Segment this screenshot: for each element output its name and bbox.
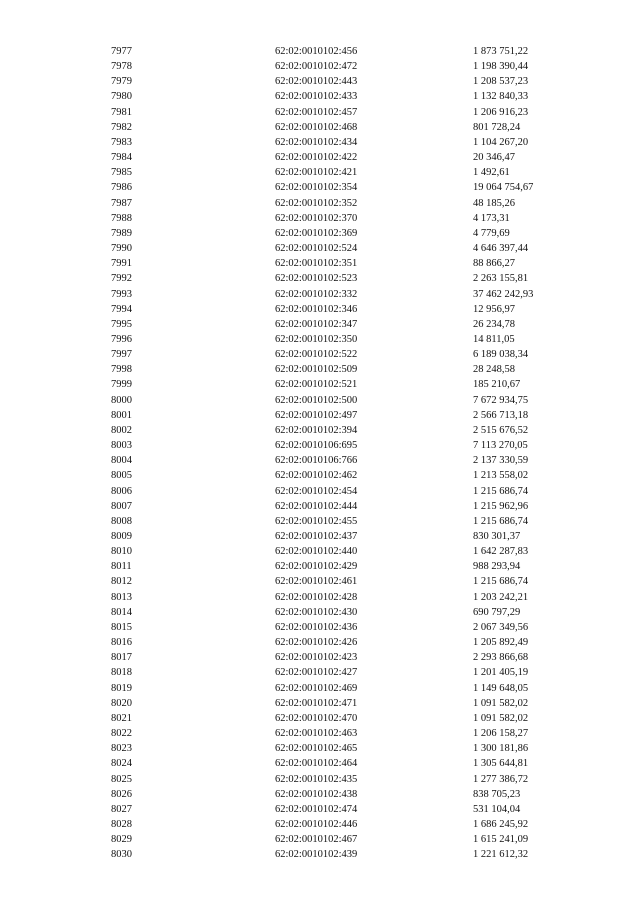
table-row — [0, 544, 640, 559]
table-row — [0, 302, 640, 317]
table-row — [0, 787, 640, 802]
table-row — [0, 499, 640, 514]
cadastral-value-cell: 2 263 155,81 — [473, 273, 529, 285]
table-row — [0, 559, 640, 574]
table-row — [0, 120, 640, 135]
row-number-cell: 8009 — [111, 531, 132, 542]
table-row — [0, 150, 640, 165]
cadastral-number-cell: 62:02:0010102:347 — [275, 318, 358, 330]
table-row — [0, 211, 640, 226]
cadastral-value-cell: 1 206 916,23 — [473, 106, 529, 118]
row-number-cell: 8003 — [111, 440, 132, 452]
table-row — [0, 317, 640, 332]
cadastral-value-cell: 1 686 245,92 — [473, 818, 529, 830]
table-row — [0, 287, 640, 302]
cadastral-number-cell: 62:02:0010102:497 — [275, 409, 358, 421]
cadastral-value-cell: 7 672 934,75 — [473, 394, 529, 406]
cadastral-number-cell: 62:02:0010102:457 — [275, 106, 358, 118]
row-number-cell: 7995 — [111, 318, 132, 330]
cadastral-number-cell: 62:02:0010102:468 — [275, 121, 358, 133]
row-number-cell: 7977 — [111, 46, 132, 57]
cadastral-value-cell: 1 215 962,96 — [473, 500, 529, 512]
table-row — [0, 135, 640, 150]
cadastral-number-cell: 62:02:0010102:461 — [275, 576, 358, 588]
row-number-cell: 8014 — [111, 606, 132, 618]
row-number-cell: 7978 — [111, 61, 132, 73]
table-row — [0, 650, 640, 665]
cadastral-value-cell: 19 064 754,67 — [473, 182, 534, 194]
cadastral-number-cell: 62:02:0010102:369 — [275, 227, 358, 239]
row-number-cell: 7983 — [111, 136, 132, 148]
cadastral-value-cell: 12 956,97 — [473, 303, 515, 315]
row-number-cell: 7990 — [111, 243, 132, 255]
cadastral-value-cell: 1 277 386,72 — [473, 773, 529, 785]
cadastral-value-cell: 28 248,58 — [473, 364, 515, 376]
table-row — [0, 590, 640, 605]
cadastral-number-cell: 62:02:0010102:350 — [275, 333, 358, 345]
row-number-cell: 7994 — [111, 303, 132, 315]
row-number-cell: 7993 — [111, 288, 132, 300]
cadastral-value-cell: 2 293 866,68 — [473, 652, 529, 664]
cadastral-value-cell: 185 210,67 — [473, 379, 521, 391]
row-number-cell: 7996 — [111, 333, 132, 345]
cadastral-value-cell: 801 728,24 — [473, 121, 521, 133]
cadastral-value-cell: 1 215 686,74 — [473, 576, 529, 588]
table-row — [0, 726, 640, 741]
row-number-cell: 7997 — [111, 349, 132, 361]
cadastral-number-cell: 62:02:0010102:427 — [275, 667, 358, 679]
cadastral-number-cell: 62:02:0010102:439 — [275, 849, 358, 861]
row-number-cell: 8005 — [111, 470, 132, 482]
cadastral-value-cell: 26 234,78 — [473, 318, 515, 330]
table-row — [0, 802, 640, 817]
row-number-cell: 8002 — [111, 424, 132, 436]
cadastral-value-cell: 2 137 330,59 — [473, 455, 529, 467]
table-row — [0, 44, 640, 59]
cadastral-number-cell: 62:02:0010102:455 — [275, 515, 358, 527]
cadastral-number-cell: 62:02:0010102:521 — [275, 379, 358, 391]
cadastral-value-cell: 1 215 686,74 — [473, 485, 529, 497]
table-row — [0, 620, 640, 635]
cadastral-value-cell: 1 208 537,23 — [473, 76, 529, 88]
row-number-cell: 8010 — [111, 546, 132, 558]
row-number-cell: 8000 — [111, 394, 132, 406]
cadastral-value-cell: 838 705,23 — [473, 788, 521, 800]
row-number-cell: 8015 — [111, 621, 132, 633]
cadastral-number-cell: 62:02:0010102:500 — [275, 394, 358, 406]
row-number-cell: 8025 — [111, 773, 132, 785]
table-row — [0, 332, 640, 347]
row-number-cell: 8028 — [111, 818, 132, 830]
cadastral-number-cell: 62:02:0010102:434 — [275, 136, 358, 148]
cadastral-value-cell: 37 462 242,93 — [473, 288, 534, 300]
table-row — [0, 438, 640, 453]
cadastral-value-cell: 1 300 181,86 — [473, 743, 529, 755]
cadastral-number-cell: 62:02:0010102:346 — [275, 303, 358, 315]
row-number-cell: 8027 — [111, 803, 132, 815]
table-row — [0, 74, 640, 89]
cadastral-value-cell: 1 091 582,02 — [473, 712, 529, 724]
table-row — [0, 347, 640, 362]
cadastral-number-cell: 62:02:0010102:469 — [275, 682, 358, 694]
cadastral-value-cell: 531 104,04 — [473, 803, 521, 815]
cadastral-value-cell: 14 811,05 — [473, 333, 515, 345]
cadastral-number-cell: 62:02:0010102:522 — [275, 349, 358, 361]
cadastral-number-cell: 62:02:0010102:423 — [275, 652, 358, 664]
table-row — [0, 89, 640, 104]
row-number-cell: 7988 — [111, 212, 132, 224]
cadastral-value-cell: 1 615 241,09 — [473, 834, 529, 846]
table-row — [0, 529, 640, 544]
cadastral-value-cell: 1 213 558,02 — [473, 470, 529, 482]
cadastral-value-cell: 1 205 892,49 — [473, 637, 529, 649]
cadastral-number-cell: 62:02:0010102:421 — [275, 167, 358, 179]
cadastral-number-cell: 62:02:0010102:472 — [275, 61, 358, 73]
row-number-cell: 7992 — [111, 273, 132, 285]
table-row — [0, 408, 640, 423]
row-number-cell: 7985 — [111, 167, 132, 179]
cadastral-value-cell: 830 301,37 — [473, 531, 521, 542]
row-number-cell: 8007 — [111, 500, 132, 512]
cadastral-value-cell: 2 067 349,56 — [473, 621, 529, 633]
table-row — [0, 241, 640, 256]
cadastral-value-cell: 2 515 676,52 — [473, 424, 529, 436]
row-number-cell: 8029 — [111, 834, 132, 846]
table-row — [0, 847, 640, 862]
row-number-cell: 7987 — [111, 197, 132, 209]
cadastral-number-cell: 62:02:0010102:443 — [275, 76, 358, 88]
cadastral-value-cell: 4 173,31 — [473, 212, 510, 224]
table-row — [0, 696, 640, 711]
row-number-cell: 8008 — [111, 515, 132, 527]
table-row — [0, 741, 640, 756]
cadastral-value-cell: 1 149 648,05 — [473, 682, 529, 694]
row-number-cell: 8006 — [111, 485, 132, 497]
table-row — [0, 377, 640, 392]
table-row — [0, 832, 640, 847]
cadastral-number-cell: 62:02:0010102:429 — [275, 561, 358, 573]
cadastral-number-cell: 62:02:0010106:695 — [275, 440, 358, 452]
cadastral-number-cell: 62:02:0010102:456 — [275, 46, 358, 57]
table-row — [0, 468, 640, 483]
cadastral-number-cell: 62:02:0010102:474 — [275, 803, 358, 815]
row-number-cell: 7980 — [111, 91, 132, 103]
table-row — [0, 681, 640, 696]
row-number-cell: 8013 — [111, 591, 132, 603]
table-row — [0, 484, 640, 499]
cadastral-value-cell: 20 346,47 — [473, 152, 515, 164]
cadastral-number-cell: 62:02:0010102:440 — [275, 546, 358, 558]
cadastral-number-cell: 62:02:0010102:471 — [275, 697, 358, 709]
cadastral-value-cell: 1 642 287,83 — [473, 546, 529, 558]
cadastral-value-cell: 1 203 242,21 — [473, 591, 529, 603]
row-number-cell: 7989 — [111, 227, 132, 239]
row-number-cell: 8011 — [111, 561, 132, 573]
row-number-cell: 7999 — [111, 379, 132, 391]
cadastral-value-cell: 4 646 397,44 — [473, 243, 529, 255]
row-number-cell: 8020 — [111, 697, 132, 709]
cadastral-value-cell: 7 113 270,05 — [473, 440, 528, 452]
cadastral-number-cell: 62:02:0010102:370 — [275, 212, 358, 224]
cadastral-number-cell: 62:02:0010102:454 — [275, 485, 358, 497]
cadastral-value-cell: 988 293,94 — [473, 561, 521, 573]
cadastral-value-cell: 1 492,61 — [473, 167, 510, 179]
cadastral-number-cell: 62:02:0010102:438 — [275, 788, 358, 800]
cadastral-number-cell: 62:02:0010102:354 — [275, 182, 358, 194]
cadastral-number-cell: 62:02:0010102:444 — [275, 500, 358, 512]
cadastral-number-cell: 62:02:0010102:430 — [275, 606, 358, 618]
table-row — [0, 605, 640, 620]
cadastral-number-cell: 62:02:0010102:523 — [275, 273, 358, 285]
row-number-cell: 8026 — [111, 788, 132, 800]
table-row — [0, 772, 640, 787]
row-number-cell: 7991 — [111, 258, 132, 270]
row-number-cell: 7979 — [111, 76, 132, 88]
cadastral-number-cell: 62:02:0010102:426 — [275, 637, 358, 649]
cadastral-value-cell: 1 305 644,81 — [473, 758, 529, 770]
cadastral-value-cell: 1 221 612,32 — [473, 849, 529, 861]
cadastral-number-cell: 62:02:0010102:433 — [275, 91, 358, 103]
cadastral-number-cell: 62:02:0010102:524 — [275, 243, 358, 255]
row-number-cell: 8030 — [111, 849, 132, 861]
cadastral-value-table — [0, 44, 640, 862]
row-number-cell: 8021 — [111, 712, 132, 724]
row-number-cell: 7982 — [111, 121, 132, 133]
table-row — [0, 271, 640, 286]
cadastral-value-cell: 1 104 267,20 — [473, 136, 529, 148]
table-row — [0, 514, 640, 529]
table-row — [0, 256, 640, 271]
cadastral-number-cell: 62:02:0010102:352 — [275, 197, 358, 209]
cadastral-value-cell: 2 566 713,18 — [473, 409, 529, 421]
cadastral-value-cell: 48 185,26 — [473, 197, 515, 209]
table-row — [0, 665, 640, 680]
cadastral-value-cell: 6 189 038,34 — [473, 349, 529, 361]
cadastral-value-cell: 1 215 686,74 — [473, 515, 529, 527]
row-number-cell: 8012 — [111, 576, 132, 588]
cadastral-number-cell: 62:02:0010102:463 — [275, 728, 358, 740]
cadastral-number-cell: 62:02:0010102:462 — [275, 470, 358, 482]
cadastral-number-cell: 62:02:0010102:351 — [275, 258, 358, 270]
cadastral-value-cell: 690 797,29 — [473, 606, 521, 618]
row-number-cell: 8017 — [111, 652, 132, 664]
table-row — [0, 59, 640, 74]
row-number-cell: 8023 — [111, 743, 132, 755]
row-number-cell: 7984 — [111, 152, 132, 164]
cadastral-value-cell: 1 132 840,33 — [473, 91, 529, 103]
table-row — [0, 756, 640, 771]
row-number-cell: 8022 — [111, 728, 132, 740]
table-row — [0, 635, 640, 650]
cadastral-number-cell: 62:02:0010102:470 — [275, 712, 358, 724]
cadastral-number-cell: 62:02:0010102:422 — [275, 152, 358, 164]
table-row — [0, 362, 640, 377]
row-number-cell: 8024 — [111, 758, 132, 770]
row-number-cell: 7986 — [111, 182, 132, 194]
cadastral-value-cell: 1 091 582,02 — [473, 697, 529, 709]
table-row — [0, 180, 640, 195]
row-number-cell: 8018 — [111, 667, 132, 679]
cadastral-value-cell: 1 873 751,22 — [473, 46, 529, 57]
cadastral-number-cell: 62:02:0010102:465 — [275, 743, 358, 755]
cadastral-number-cell: 62:02:0010102:509 — [275, 364, 358, 376]
cadastral-number-cell: 62:02:0010102:428 — [275, 591, 358, 603]
cadastral-value-cell: 4 779,69 — [473, 227, 510, 239]
row-number-cell: 8004 — [111, 455, 132, 467]
cadastral-number-cell: 62:02:0010102:332 — [275, 288, 358, 300]
table-row — [0, 196, 640, 211]
table-row — [0, 453, 640, 468]
cadastral-value-cell: 1 198 390,44 — [473, 61, 529, 73]
table-row — [0, 711, 640, 726]
cadastral-number-cell: 62:02:0010102:436 — [275, 621, 358, 633]
cadastral-number-cell: 62:02:0010102:446 — [275, 818, 358, 830]
table-row — [0, 105, 640, 120]
table-row — [0, 574, 640, 589]
cadastral-number-cell: 62:02:0010102:467 — [275, 834, 358, 846]
table-row — [0, 817, 640, 832]
row-number-cell: 7981 — [111, 106, 132, 118]
cadastral-number-cell: 62:02:0010102:435 — [275, 773, 358, 785]
cadastral-value-cell: 1 201 405,19 — [473, 667, 529, 679]
table-row — [0, 423, 640, 438]
row-number-cell: 8016 — [111, 637, 132, 649]
cadastral-number-cell: 62:02:0010102:437 — [275, 531, 358, 542]
cadastral-value-cell: 88 866,27 — [473, 258, 515, 270]
cadastral-number-cell: 62:02:0010102:394 — [275, 424, 358, 436]
cadastral-value-cell: 1 206 158,27 — [473, 728, 529, 740]
table-row — [0, 393, 640, 408]
row-number-cell: 7998 — [111, 364, 132, 376]
row-number-cell: 8001 — [111, 409, 132, 421]
table-row — [0, 165, 640, 180]
row-number-cell: 8019 — [111, 682, 132, 694]
cadastral-number-cell: 62:02:0010106:766 — [275, 455, 358, 467]
table-row — [0, 226, 640, 241]
cadastral-number-cell: 62:02:0010102:464 — [275, 758, 358, 770]
